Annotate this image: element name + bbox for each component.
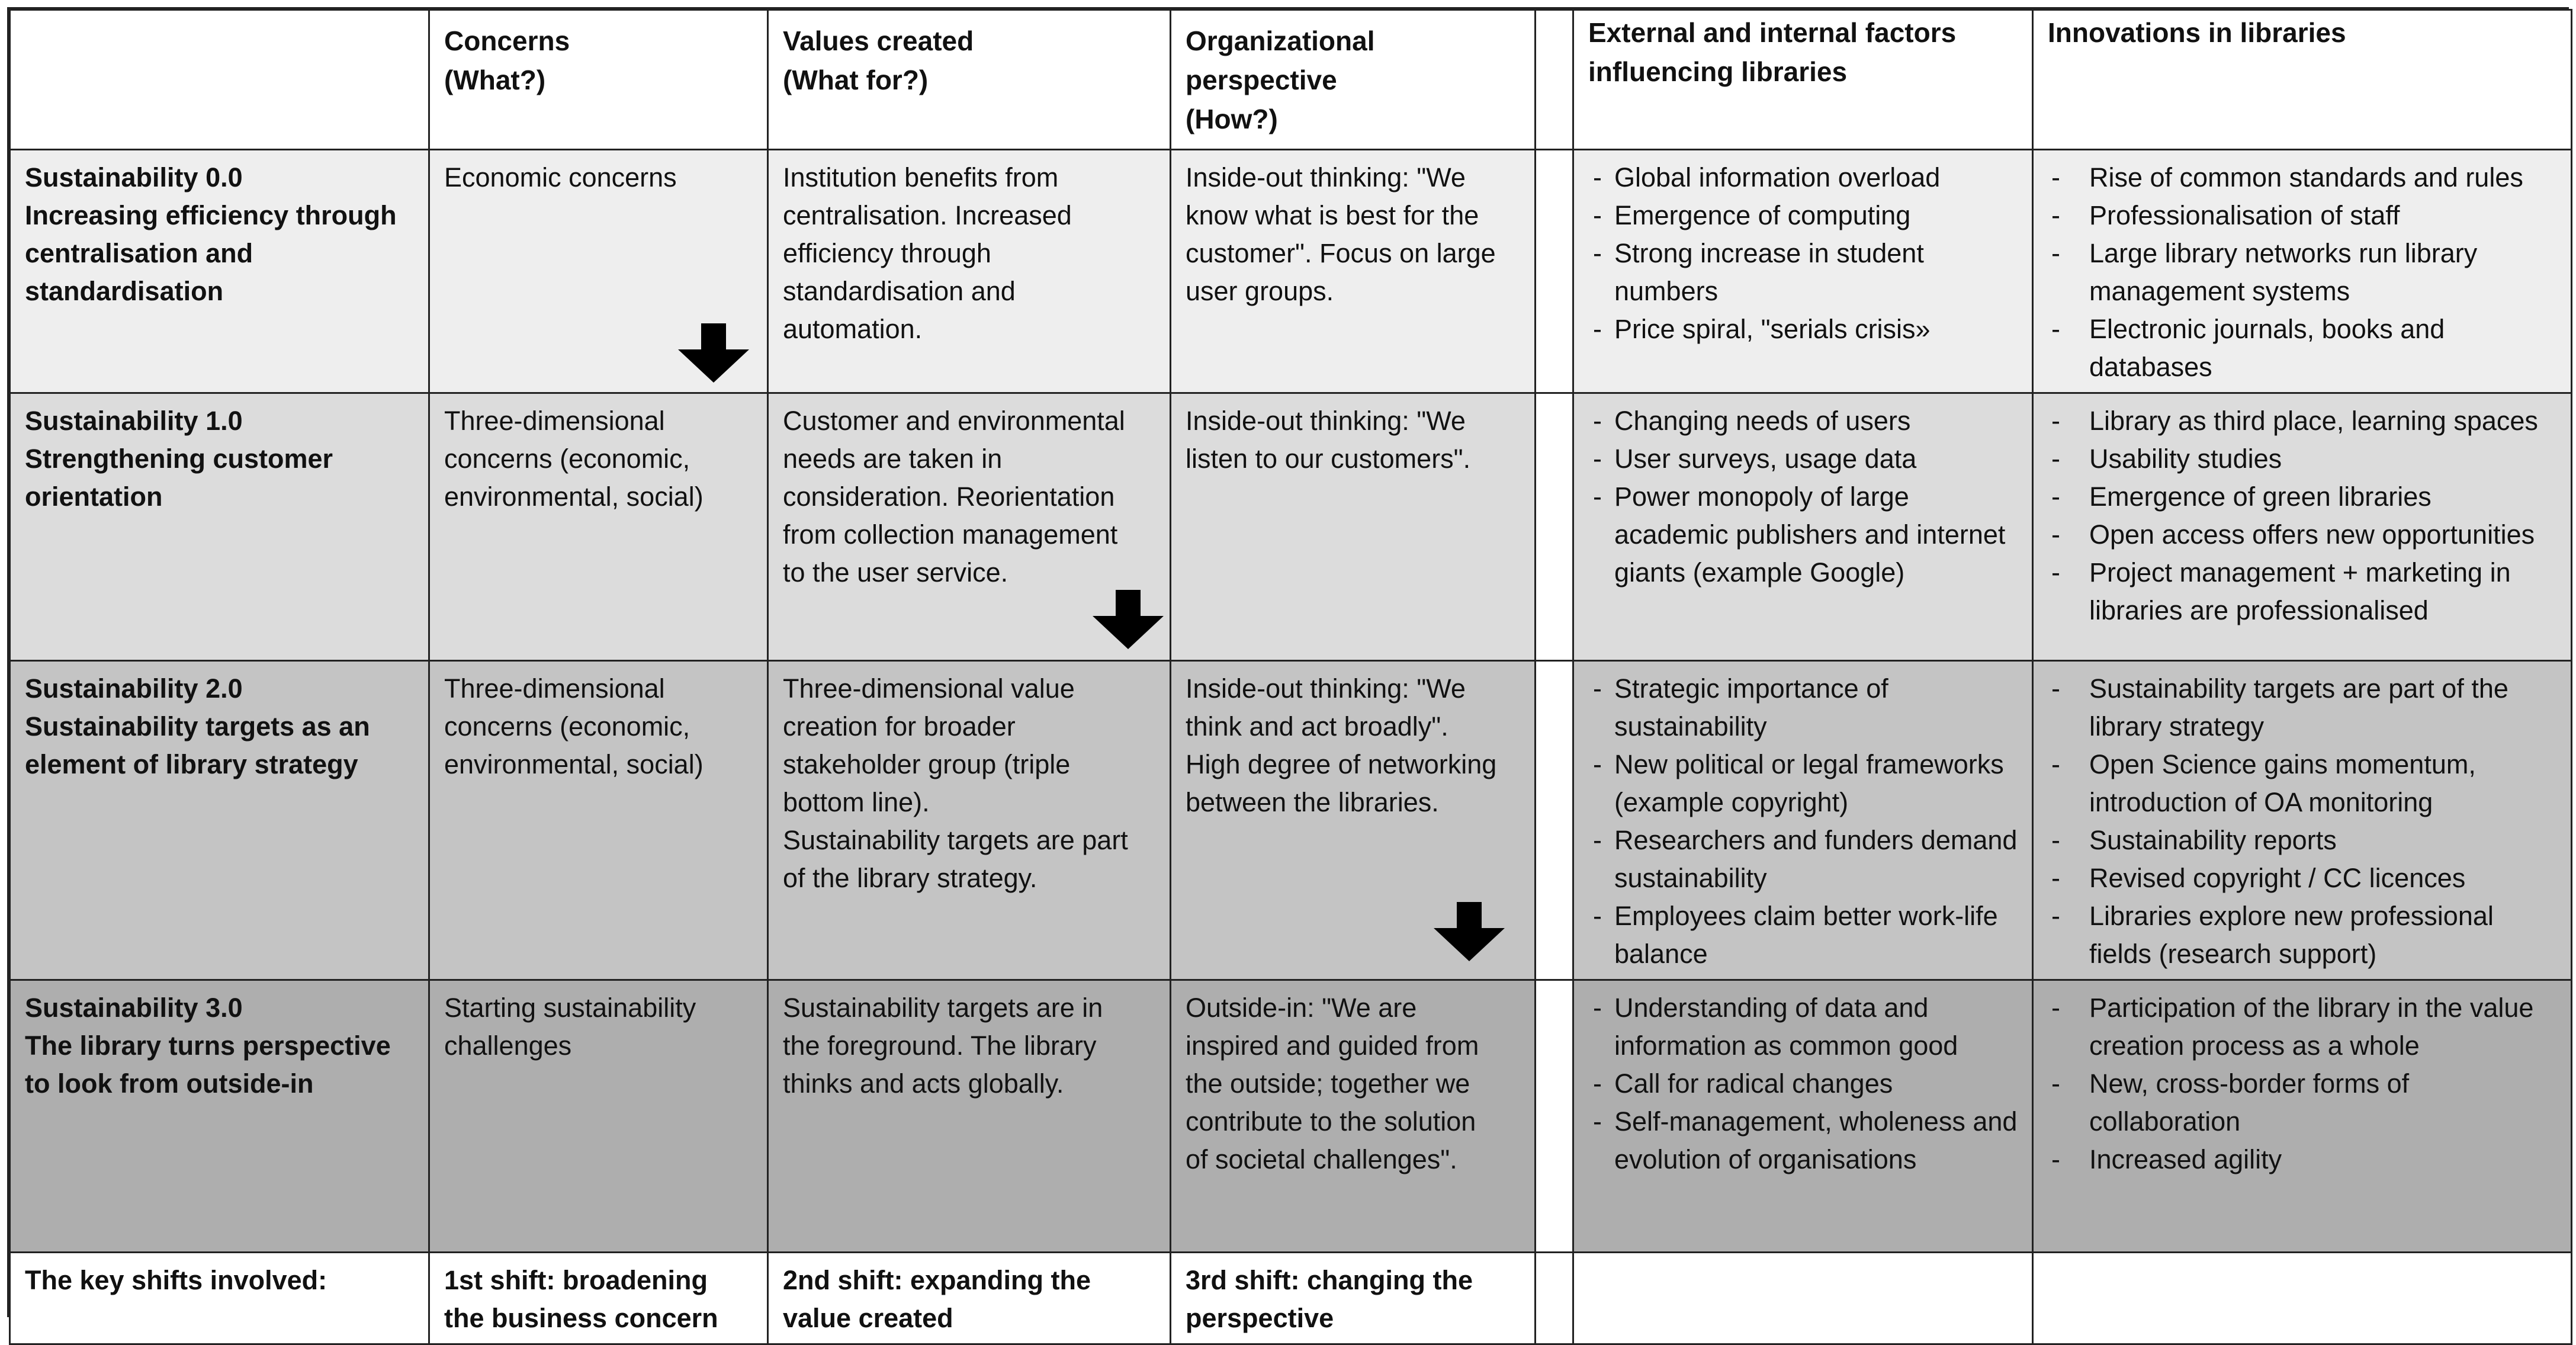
cell-line: 2nd shift: expanding the	[783, 1265, 1091, 1295]
row-sustainability-2	[10, 661, 2572, 980]
spacer-column	[1536, 980, 1573, 1253]
innovations-list	[2048, 989, 2560, 1179]
cell-line: of societal challenges".	[1186, 1144, 1457, 1174]
cell-line: automation.	[783, 314, 923, 344]
cell-line: customer". Focus on large	[1186, 238, 1496, 268]
concerns-cell	[429, 393, 768, 661]
cell-line: consideration. Reorientation	[783, 481, 1115, 512]
list-item: - Self-management, wholeness and evolution of organisations	[1588, 1103, 2021, 1179]
cell-line: thinks and acts globally.	[783, 1068, 1064, 1099]
arrow-down-icon	[678, 323, 749, 383]
row-title-cell	[10, 150, 429, 393]
spacer-column	[1536, 10, 1573, 150]
factors-cell	[1573, 393, 2033, 661]
row-sustainability-0	[10, 150, 2572, 393]
cell-line: High degree of networking	[1186, 749, 1497, 779]
header-line: Values created	[783, 25, 974, 56]
cell-line: know what is best for the	[1186, 200, 1479, 230]
cell-line: environmental, social)	[444, 481, 704, 512]
cell-line: challenges	[444, 1031, 572, 1061]
list-item: - Sustainability reports	[2048, 821, 2560, 859]
organizational-cell	[1171, 980, 1536, 1253]
list-item: - Library as third place, learning spaces	[2048, 402, 2560, 440]
list-item: - Call for radical changes	[1588, 1065, 2021, 1103]
cell-line: Inside-out thinking: "We	[1186, 673, 1466, 704]
spacer-column	[1536, 393, 1573, 661]
cell-line: Three-dimensional	[444, 673, 665, 704]
cell-line: the foreground. The library	[783, 1031, 1097, 1061]
header-concerns	[429, 10, 768, 150]
cell-line: think and act broadly".	[1186, 711, 1448, 741]
list-item: - User surveys, usage data	[1588, 440, 2021, 478]
row-title-line: Sustainability 1.0	[25, 406, 243, 436]
list-item: - Understanding of data and information as common good	[1588, 989, 2021, 1065]
header-factors	[1573, 10, 2033, 150]
list-item: - Open Science gains momentum, introduction of OA monitoring	[2048, 746, 2560, 821]
concerns-cell	[429, 980, 768, 1253]
list-item: - Usability studies	[2048, 440, 2560, 478]
innovations-list	[2048, 159, 2560, 386]
list-item: - Strong increase in student numbers	[1588, 235, 2021, 310]
cell-line: user groups.	[1186, 276, 1334, 306]
list-item: - New political or legal frameworks (example copyright)	[1588, 746, 2021, 821]
cell-line: Inside-out thinking: "We	[1186, 406, 1466, 436]
organizational-cell	[1171, 150, 1536, 393]
empty-cell	[2033, 1253, 2572, 1344]
empty-cell	[1573, 1253, 2033, 1344]
row-title-line: The library turns perspective	[25, 1031, 391, 1061]
factors-list	[1588, 989, 2021, 1179]
list-item: - Emergence of green libraries	[2048, 478, 2560, 516]
cell-line: efficiency through	[783, 238, 991, 268]
concerns-cell	[429, 661, 768, 980]
header-row	[10, 10, 2572, 150]
cell-line: Institution benefits from	[783, 162, 1059, 192]
row-title-cell	[10, 393, 429, 661]
cell-line: to the user service.	[783, 557, 1008, 588]
cell-line: 1st shift: broadening	[444, 1265, 708, 1295]
list-item: - Open access offers new opportunities	[2048, 516, 2560, 554]
shift-1-cell	[429, 1253, 768, 1344]
row-title-line: standardisation	[25, 276, 224, 306]
row-title-line: Sustainability 3.0	[25, 993, 243, 1023]
cell-line: Three-dimensional value	[783, 673, 1075, 704]
list-item: - Large library networks run library management systems	[2048, 235, 2560, 310]
sustainability-table	[9, 9, 2572, 1345]
cell-line: Customer and environmental	[783, 406, 1125, 436]
header-line: (What?)	[444, 65, 546, 95]
list-item: - Electronic journals, books and databases	[2048, 310, 2560, 386]
values-cell	[768, 661, 1171, 980]
list-item: - Project management + marketing in libraries are professionalised	[2048, 554, 2560, 630]
innovations-cell	[2033, 661, 2572, 980]
list-item: - Price spiral, "serials crisis»	[1588, 310, 2021, 348]
list-item: - Increased agility	[2048, 1141, 2560, 1179]
key-shifts-label: The key shifts involved:	[10, 1253, 429, 1344]
cell-line: from collection management	[783, 519, 1118, 550]
cell-line: value created	[783, 1303, 953, 1333]
cell-line: between the libraries.	[1186, 787, 1439, 817]
cell-line: the outside; together we	[1186, 1068, 1470, 1099]
list-item: - Sustainability targets are part of the library strategy	[2048, 670, 2560, 746]
cell-line: Inside-out thinking: "We	[1186, 162, 1466, 192]
list-item: - Power monopoly of large academic publishers and internet giants (example Google)	[1588, 478, 2021, 592]
arrow-down-icon	[1434, 902, 1505, 961]
list-item: - Global information overload	[1588, 159, 2021, 197]
sustainability-table-document	[7, 7, 2569, 1333]
shift-3-cell	[1171, 1253, 1536, 1344]
row-title-line: to look from outside-in	[25, 1068, 314, 1099]
cell-line: concerns (economic,	[444, 711, 690, 741]
cell-line: of the library strategy.	[783, 863, 1038, 893]
list-item: - Changing needs of users	[1588, 402, 2021, 440]
list-item: - Professionalisation of staff	[2048, 197, 2560, 235]
factors-list	[1588, 159, 2021, 348]
header-line: influencing libraries	[1588, 56, 1848, 87]
row-title-line: Strengthening customer	[25, 444, 333, 474]
row-title-line: element of library strategy	[25, 749, 358, 779]
list-item: - Researchers and funders demand sustainability	[1588, 821, 2021, 897]
list-item: - Strategic importance of sustainability	[1588, 670, 2021, 746]
cell-line: 3rd shift: changing the	[1186, 1265, 1473, 1295]
cell-line: Sustainability targets are in	[783, 993, 1103, 1023]
row-title-line: Sustainability 2.0	[25, 673, 243, 704]
header-line: (What for?)	[783, 65, 929, 95]
header-values	[768, 10, 1171, 150]
cell-line: stakeholder group (triple	[783, 749, 1071, 779]
row-title-cell	[10, 661, 429, 980]
cell-line: Sustainability targets are part	[783, 825, 1128, 855]
cell-line: perspective	[1186, 1303, 1334, 1333]
header-line: perspective	[1186, 65, 1337, 95]
row-title-line: Sustainability 0.0	[25, 162, 243, 192]
cell-line: Economic concerns	[444, 162, 677, 192]
header-line: Concerns	[444, 25, 570, 56]
innovations-cell	[2033, 150, 2572, 393]
values-cell	[768, 150, 1171, 393]
cell-line: Three-dimensional	[444, 406, 665, 436]
cell-line: bottom line).	[783, 787, 930, 817]
innovations-cell	[2033, 393, 2572, 661]
factors-cell	[1573, 661, 2033, 980]
row-sustainability-1	[10, 393, 2572, 661]
cell-line: the business concern	[444, 1303, 718, 1333]
values-cell	[768, 393, 1171, 661]
row-title-line: Increasing efficiency through	[25, 200, 397, 230]
list-item: - Libraries explore new professional fields (research support)	[2048, 897, 2560, 973]
factors-list	[1588, 402, 2021, 592]
factors-cell	[1573, 150, 2033, 393]
cell-line: concerns (economic,	[444, 444, 690, 474]
cell-line: standardisation and	[783, 276, 1016, 306]
factors-cell	[1573, 980, 2033, 1253]
innovations-list	[2048, 402, 2560, 630]
cell-line: environmental, social)	[444, 749, 704, 779]
organizational-cell	[1171, 393, 1536, 661]
list-item: - Revised copyright / CC licences	[2048, 859, 2560, 897]
concerns-cell	[429, 150, 768, 393]
innovations-list	[2048, 670, 2560, 973]
cell-line: inspired and guided from	[1186, 1031, 1479, 1061]
row-title-line: orientation	[25, 481, 163, 512]
spacer-column	[1536, 150, 1573, 393]
factors-list	[1588, 670, 2021, 973]
row-sustainability-3	[10, 980, 2572, 1253]
list-item: - Emergence of computing	[1588, 197, 2021, 235]
innovations-cell	[2033, 980, 2572, 1253]
cell-line: creation for broader	[783, 711, 1016, 741]
values-cell	[768, 980, 1171, 1253]
spacer-column	[1536, 1253, 1573, 1344]
row-title-line: centralisation and	[25, 238, 253, 268]
header-line: Organizational	[1186, 25, 1375, 56]
row-title-line: Sustainability targets as an	[25, 711, 370, 741]
key-shifts-row	[10, 1253, 2572, 1344]
organizational-cell	[1171, 661, 1536, 980]
row-title-cell	[10, 980, 429, 1253]
cell-line: Starting sustainability	[444, 993, 696, 1023]
cell-line: needs are taken in	[783, 444, 1003, 474]
header-line: External and internal factors	[1588, 17, 1957, 48]
header-organizational	[1171, 10, 1536, 150]
list-item: - Employees claim better work-life balance	[1588, 897, 2021, 973]
list-item: - Participation of the library in the value creation process as a whole	[2048, 989, 2560, 1065]
arrow-down-icon	[1093, 590, 1164, 649]
header-empty-cell	[10, 10, 429, 150]
list-item: - Rise of common standards and rules	[2048, 159, 2560, 197]
header-line: (How?)	[1186, 104, 1278, 134]
cell-line: Outside-in: "We are	[1186, 993, 1417, 1023]
cell-line: listen to our customers".	[1186, 444, 1471, 474]
cell-line: centralisation. Increased	[783, 200, 1072, 230]
shift-2-cell	[768, 1253, 1171, 1344]
header-innovations: Innovations in libraries	[2033, 10, 2572, 150]
spacer-column	[1536, 661, 1573, 980]
list-item: - New, cross-border forms of collaboration	[2048, 1065, 2560, 1141]
cell-line: contribute to the solution	[1186, 1106, 1476, 1137]
